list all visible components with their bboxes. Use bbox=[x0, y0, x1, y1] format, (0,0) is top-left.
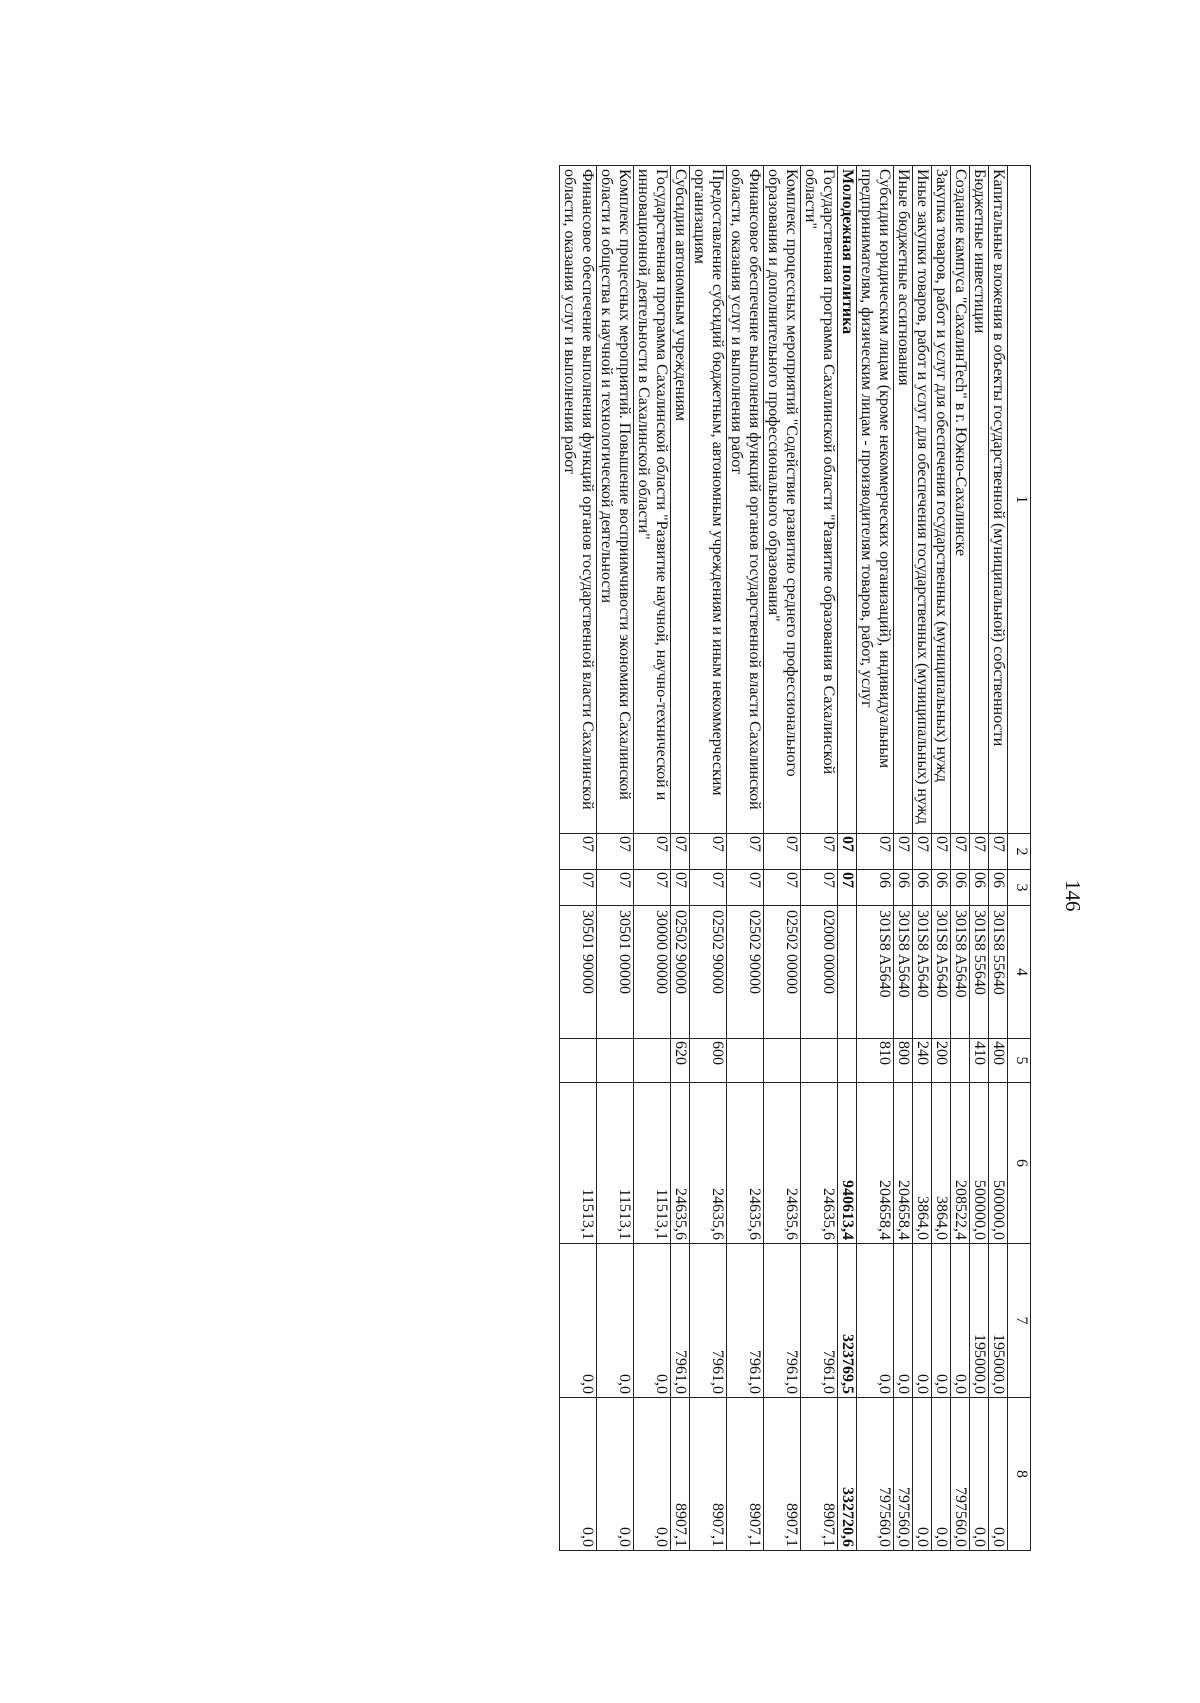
table-row bbox=[932, 166, 951, 1551]
amount-col7-cell: 0,0 bbox=[913, 1244, 932, 1398]
expense-type-cell: 410 bbox=[970, 1039, 989, 1083]
table-row bbox=[894, 166, 913, 1551]
amount-col6-cell: 11513,1 bbox=[560, 1083, 597, 1244]
row-name-cell: Субсидии автономным учреждениям bbox=[671, 166, 690, 834]
section-code-cell: 07 bbox=[857, 834, 894, 870]
target-article-cell: 301S8 A5640 bbox=[857, 906, 894, 1039]
expense-type-cell bbox=[838, 1039, 857, 1083]
row-name-cell: Комплекс процессных мероприятий. Повышение восприимчивости экономики Сахалинской области и общества к научной и технологической деятельности bbox=[597, 166, 634, 834]
column-header-6: 6 bbox=[1008, 1083, 1031, 1244]
column-header-8: 8 bbox=[1008, 1398, 1031, 1551]
expense-type-cell bbox=[727, 1039, 764, 1083]
subsection-code-cell: 07 bbox=[764, 870, 801, 906]
target-article-cell: 02502 00000 bbox=[764, 906, 801, 1039]
amount-col7-cell: 7961,0 bbox=[801, 1244, 838, 1398]
amount-col6-cell: 24635,6 bbox=[690, 1083, 727, 1244]
amount-col8-cell: 0,0 bbox=[989, 1398, 1008, 1551]
amount-col6-cell: 24635,6 bbox=[727, 1083, 764, 1244]
amount-col6-cell: 3864,0 bbox=[932, 1083, 951, 1244]
subsection-code-cell: 07 bbox=[838, 870, 857, 906]
amount-col8-cell: 0,0 bbox=[597, 1398, 634, 1551]
section-code-cell: 07 bbox=[727, 834, 764, 870]
expense-type-cell: 240 bbox=[913, 1039, 932, 1083]
table-row bbox=[634, 166, 671, 1551]
amount-col6-cell: 24635,6 bbox=[671, 1083, 690, 1244]
section-code-cell: 07 bbox=[989, 834, 1008, 870]
section-code-cell: 07 bbox=[690, 834, 727, 870]
column-header-2: 2 bbox=[1008, 834, 1031, 870]
table-row bbox=[727, 166, 764, 1551]
subsection-code-cell: 07 bbox=[727, 870, 764, 906]
amount-col6-cell: 204658,4 bbox=[857, 1083, 894, 1244]
amount-col7-cell: 7961,0 bbox=[764, 1244, 801, 1398]
subsection-code-cell: 07 bbox=[671, 870, 690, 906]
amount-col7-cell: 0,0 bbox=[857, 1244, 894, 1398]
expense-type-cell bbox=[764, 1039, 801, 1083]
amount-col7-cell: 0,0 bbox=[951, 1244, 970, 1398]
target-article-cell: 301S8 A5640 bbox=[951, 906, 970, 1039]
target-article-cell: 30501 90000 bbox=[560, 906, 597, 1039]
row-name-cell: Закупка товаров, работ и услуг для обеспечения государственных (муниципальных) нужд bbox=[932, 166, 951, 834]
amount-col6-cell: 3864,0 bbox=[913, 1083, 932, 1244]
amount-col6-cell: 11513,1 bbox=[597, 1083, 634, 1244]
subsection-code-cell: 07 bbox=[634, 870, 671, 906]
amount-col7-cell: 0,0 bbox=[634, 1244, 671, 1398]
amount-col8-cell: 0,0 bbox=[932, 1398, 951, 1551]
table-row bbox=[671, 166, 690, 1551]
section-code-cell: 07 bbox=[597, 834, 634, 870]
amount-col8-cell: 0,0 bbox=[634, 1398, 671, 1551]
table-row bbox=[560, 166, 597, 1551]
column-header-1: 1 bbox=[1008, 166, 1031, 834]
target-article-cell: 02502 90000 bbox=[671, 906, 690, 1039]
section-code-cell: 07 bbox=[951, 834, 970, 870]
target-article-cell: 30000 00000 bbox=[634, 906, 671, 1039]
amount-col6-cell: 500000,0 bbox=[989, 1083, 1008, 1244]
amount-col7-cell: 7961,0 bbox=[727, 1244, 764, 1398]
expense-type-cell bbox=[801, 1039, 838, 1083]
expense-type-cell bbox=[597, 1039, 634, 1083]
row-name-cell: Финансовое обеспечение выполнения функций органов государственной власти Сахалинской области, оказания услуг и выполнения работ bbox=[727, 166, 764, 834]
row-name-cell: Иные закупки товаров, работ и услуг для обеспечения государственных (муниципальных) нужд bbox=[913, 166, 932, 834]
column-number-row bbox=[1008, 166, 1031, 1551]
budget-table bbox=[559, 165, 1031, 1551]
expense-type-cell bbox=[634, 1039, 671, 1083]
row-name-cell: Государственная программа Сахалинской области "Развитие образования в Сахалинской области" bbox=[801, 166, 838, 834]
expense-type-cell: 800 bbox=[894, 1039, 913, 1083]
subsection-code-cell: 06 bbox=[894, 870, 913, 906]
subsection-code-cell: 06 bbox=[970, 870, 989, 906]
amount-col7-cell: 195000,0 bbox=[989, 1244, 1008, 1398]
amount-col6-cell: 24635,6 bbox=[764, 1083, 801, 1244]
target-article-cell: 301S8 A5640 bbox=[932, 906, 951, 1039]
expense-type-cell: 620 bbox=[671, 1039, 690, 1083]
expense-type-cell: 810 bbox=[857, 1039, 894, 1083]
amount-col6-cell: 24635,6 bbox=[801, 1083, 838, 1244]
amount-col8-cell: 797560,0 bbox=[857, 1398, 894, 1551]
amount-col8-cell: 8907,1 bbox=[764, 1398, 801, 1551]
table-row bbox=[989, 166, 1008, 1551]
table-row bbox=[597, 166, 634, 1551]
section-code-cell: 07 bbox=[634, 834, 671, 870]
table-row bbox=[801, 166, 838, 1551]
section-code-cell: 07 bbox=[764, 834, 801, 870]
row-name-cell: Финансовое обеспечение выполнения функций органов государственной власти Сахалинской области, оказания услуг и выполнения работ bbox=[560, 166, 597, 834]
section-code-cell: 07 bbox=[801, 834, 838, 870]
column-header-7: 7 bbox=[1008, 1244, 1031, 1398]
amount-col8-cell: 8907,1 bbox=[727, 1398, 764, 1551]
section-code-cell: 07 bbox=[913, 834, 932, 870]
expense-type-cell bbox=[951, 1039, 970, 1083]
subsection-code-cell: 07 bbox=[801, 870, 838, 906]
row-name-cell: Создание кампуса "СахалинTech" в г. Южно-Сахалинске bbox=[951, 166, 970, 834]
section-code-cell: 07 bbox=[970, 834, 989, 870]
subsection-code-cell: 07 bbox=[560, 870, 597, 906]
expense-type-cell bbox=[560, 1039, 597, 1083]
expense-type-cell: 200 bbox=[932, 1039, 951, 1083]
target-article-cell: 02502 90000 bbox=[727, 906, 764, 1039]
table-row bbox=[970, 166, 989, 1551]
row-name-cell: Капитальные вложения в объекты государственной (муниципальной) собственности bbox=[989, 166, 1008, 834]
table-body bbox=[560, 166, 1008, 1551]
target-article-cell: 301S8 55640 bbox=[989, 906, 1008, 1039]
amount-col6-cell: 204658,4 bbox=[894, 1083, 913, 1244]
table-row bbox=[764, 166, 801, 1551]
amount-col8-cell: 332720,6 bbox=[838, 1398, 857, 1551]
section-code-cell: 07 bbox=[932, 834, 951, 870]
subsection-code-cell: 06 bbox=[989, 870, 1008, 906]
amount-col8-cell: 0,0 bbox=[913, 1398, 932, 1551]
amount-col7-cell: 0,0 bbox=[932, 1244, 951, 1398]
amount-col7-cell: 7961,0 bbox=[671, 1244, 690, 1398]
amount-col7-cell: 7961,0 bbox=[690, 1244, 727, 1398]
amount-col8-cell: 8907,1 bbox=[671, 1398, 690, 1551]
section-code-cell: 07 bbox=[560, 834, 597, 870]
column-header-5: 5 bbox=[1008, 1039, 1031, 1083]
amount-col7-cell: 0,0 bbox=[597, 1244, 634, 1398]
amount-col8-cell: 8907,1 bbox=[801, 1398, 838, 1551]
target-article-cell: 301S8 55640 bbox=[970, 906, 989, 1039]
section-code-cell: 07 bbox=[838, 834, 857, 870]
amount-col8-cell: 797560,0 bbox=[894, 1398, 913, 1551]
target-article-cell: 301S8 A5640 bbox=[894, 906, 913, 1039]
row-name-cell: Бюджетные инвестиции bbox=[970, 166, 989, 834]
column-header-3: 3 bbox=[1008, 870, 1031, 906]
table-row bbox=[838, 166, 857, 1551]
target-article-cell bbox=[838, 906, 857, 1039]
subsection-code-cell: 07 bbox=[690, 870, 727, 906]
amount-col8-cell: 797560,0 bbox=[951, 1398, 970, 1551]
amount-col6-cell: 11513,1 bbox=[634, 1083, 671, 1244]
section-code-cell: 07 bbox=[894, 834, 913, 870]
row-name-cell: Субсидии юридическим лицам (кроме некоммерческих организаций), индивидуальным предпринимателям, физическим лицам - производителям товаров, работ, услуг bbox=[857, 166, 894, 834]
target-article-cell: 30501 00000 bbox=[597, 906, 634, 1039]
budget-table-sheet bbox=[76, 165, 1031, 1550]
target-article-cell: 02502 90000 bbox=[690, 906, 727, 1039]
expense-type-cell: 400 bbox=[989, 1039, 1008, 1083]
expense-type-cell: 600 bbox=[690, 1039, 727, 1083]
row-name-cell: Молодежная политика bbox=[838, 166, 857, 834]
table-row bbox=[951, 166, 970, 1551]
row-name-cell: Государственная программа Сахалинской области "Развитие научной, научно-технической и инновационной деятельности в Сахалинской области" bbox=[634, 166, 671, 834]
amount-col7-cell: 0,0 bbox=[560, 1244, 597, 1398]
subsection-code-cell: 06 bbox=[932, 870, 951, 906]
target-article-cell: 02000 00000 bbox=[801, 906, 838, 1039]
amount-col6-cell: 940613,4 bbox=[838, 1083, 857, 1244]
row-name-cell: Иные бюджетные ассигнования bbox=[894, 166, 913, 834]
table-row bbox=[857, 166, 894, 1551]
amount-col6-cell: 500000,0 bbox=[970, 1083, 989, 1244]
amount-col7-cell: 323769,5 bbox=[838, 1244, 857, 1398]
subsection-code-cell: 06 bbox=[857, 870, 894, 906]
amount-col8-cell: 0,0 bbox=[560, 1398, 597, 1551]
table-row bbox=[690, 166, 727, 1551]
page-number: 146 bbox=[1061, 880, 1085, 912]
amount-col7-cell: 195000,0 bbox=[970, 1244, 989, 1398]
row-name-cell: Предоставление субсидий бюджетным, автономным учреждениям и иным некоммерческим организациям bbox=[690, 166, 727, 834]
target-article-cell: 301S8 A5640 bbox=[913, 906, 932, 1039]
amount-col6-cell: 208522,4 bbox=[951, 1083, 970, 1244]
subsection-code-cell: 06 bbox=[951, 870, 970, 906]
amount-col8-cell: 8907,1 bbox=[690, 1398, 727, 1551]
section-code-cell: 07 bbox=[671, 834, 690, 870]
table-row bbox=[913, 166, 932, 1551]
subsection-code-cell: 07 bbox=[597, 870, 634, 906]
subsection-code-cell: 06 bbox=[913, 870, 932, 906]
amount-col8-cell: 0,0 bbox=[970, 1398, 989, 1551]
row-name-cell: Комплекс процессных мероприятий "Содействие развитию среднего профессионального образования и дополнительного профессионального образования" bbox=[764, 166, 801, 834]
column-header-4: 4 bbox=[1008, 906, 1031, 1039]
amount-col7-cell: 0,0 bbox=[894, 1244, 913, 1398]
